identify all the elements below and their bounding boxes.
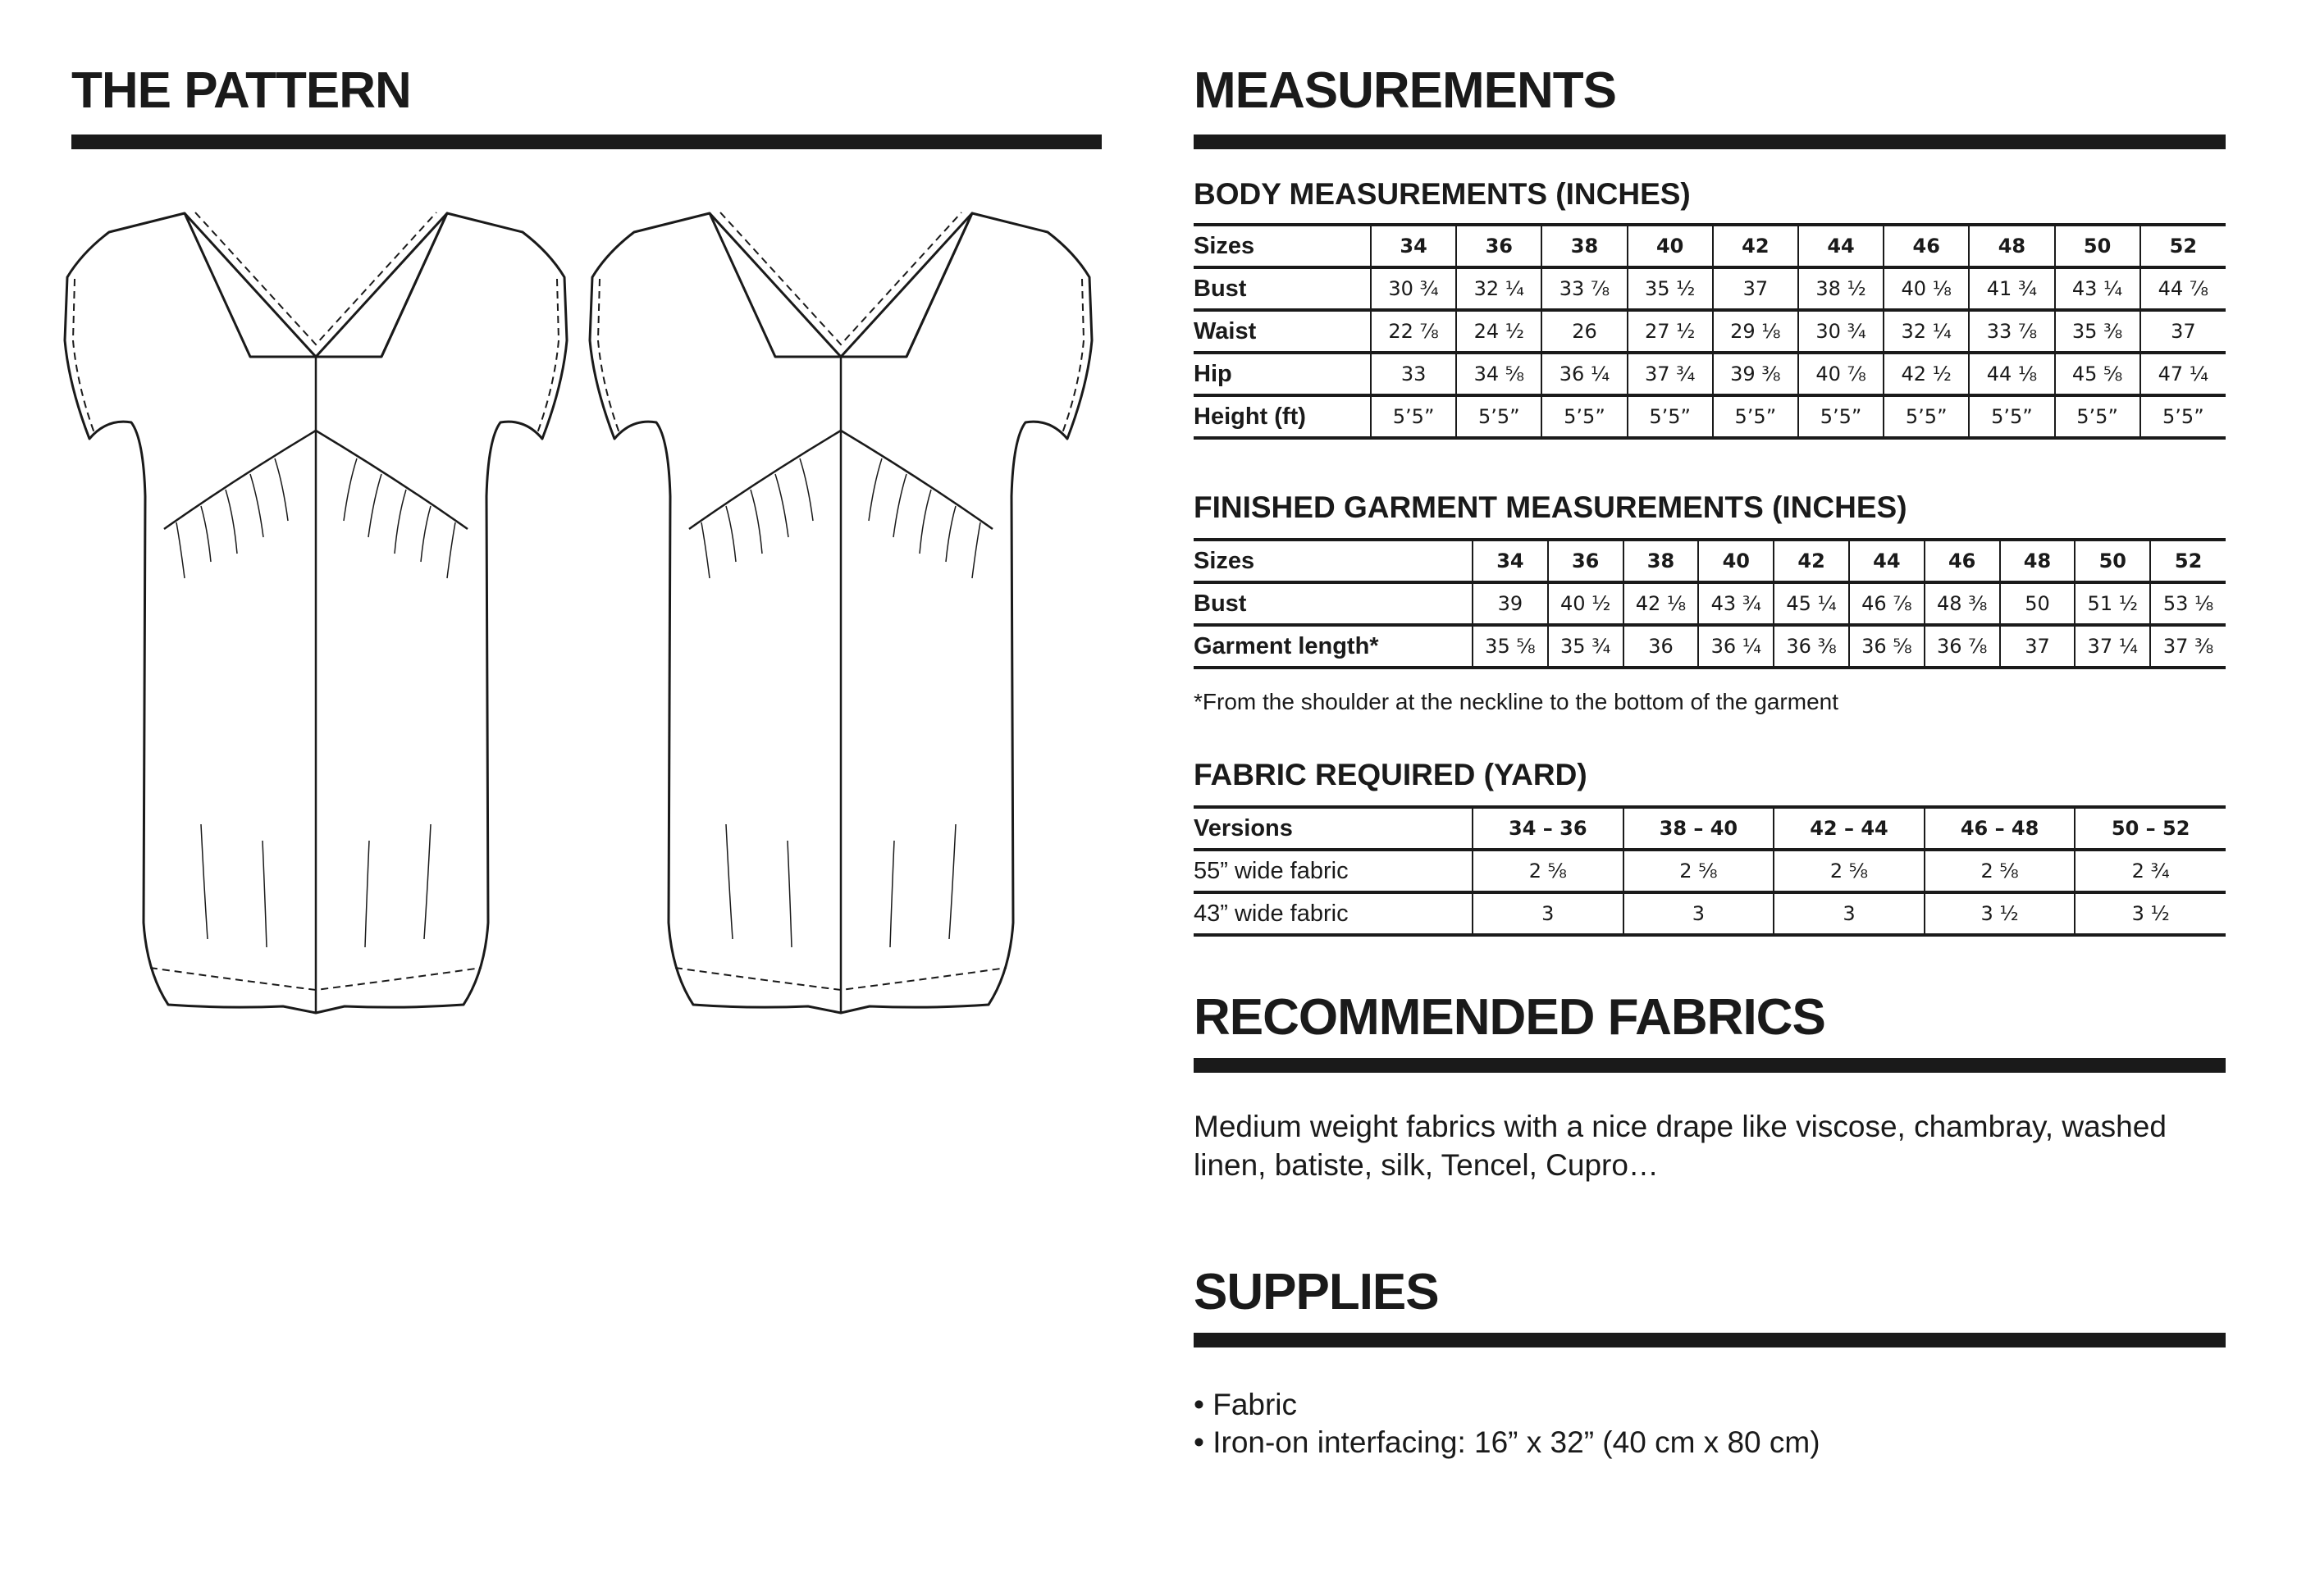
table-cell: 3 ½ [1925,892,2076,935]
table-cell: 42 ½ [1884,353,1969,395]
measurements-title-rule [1194,135,2226,149]
table-cell: 36 ⅞ [1925,625,2000,668]
dress-back-view [590,212,1092,1013]
table-cell: 44 [1798,225,1884,267]
table-row [1194,267,2226,310]
table-row [1194,850,2226,892]
table-cell: 50 [2055,225,2140,267]
table-cell: 34 [1371,225,1456,267]
recommended-fabrics-rule [1194,1058,2226,1073]
table-row [1194,892,2226,935]
table-cell: 2 ⅝ [1473,850,1623,892]
table-cell: Versions [1194,807,1473,850]
table-row [1194,353,2226,395]
table-cell: 2 ⅝ [1925,850,2076,892]
table-cell: 36 ⅜ [1774,625,1849,668]
finished-measurements-title: FINISHED GARMENT MEASUREMENTS (INCHES) [1194,490,1907,524]
table-cell: 46 – 48 [1925,807,2076,850]
table-cell: 37 ⅜ [2150,625,2226,668]
table-cell: 35 ½ [1628,267,1713,310]
table-cell: 36 ¼ [1698,625,1774,668]
table-cell: 37 ¾ [1628,353,1713,395]
table-cell: 2 ⅝ [1623,850,1774,892]
table-cell: 46 ⅞ [1849,582,1925,625]
recommended-fabrics-text: Medium weight fabrics with a nice drape like viscose, chambray, washed linen, batiste, silk, Tencel, Cupro… [1194,1110,2167,1182]
table-cell: 44 [1849,540,1925,582]
table-cell: Bust [1194,267,1371,310]
table-row [1194,225,2226,267]
table-cell: 38 – 40 [1623,807,1774,850]
dress-front-view [65,212,567,1013]
table-cell: 40 [1628,225,1713,267]
table-cell: 35 ⅝ [1473,625,1548,668]
table-cell: 2 ¾ [2075,850,2226,892]
table-cell: 43 ¼ [2055,267,2140,310]
table-cell: 38 ½ [1798,267,1884,310]
table-cell: 40 ½ [1548,582,1623,625]
measurements-title: MEASUREMENTS [1194,62,1617,119]
fabric-required-rows [1194,807,2226,935]
table-cell: 5’5” [1456,395,1541,438]
table-cell: 33 ⅞ [1541,267,1627,310]
supplies-list [1194,1386,1820,1461]
table-cell: 5’5” [1371,395,1456,438]
table-row [1194,310,2226,353]
table-cell: 38 [1541,225,1627,267]
table-cell: 40 ⅞ [1798,353,1884,395]
dress-technical-drawing [62,201,1112,1021]
table-cell: 5’5” [1628,395,1713,438]
table-row [1194,540,2226,582]
table-cell: 36 [1456,225,1541,267]
table-cell: 5’5” [2140,395,2226,438]
table-cell: 5’5” [2055,395,2140,438]
table-cell: 32 ¼ [1456,267,1541,310]
table-cell: 37 [2140,310,2226,353]
table-cell: Waist [1194,310,1371,353]
table-cell: 36 ¼ [1541,353,1627,395]
table-cell: 39 ⅜ [1713,353,1798,395]
table-cell: Garment length* [1194,625,1473,668]
pattern-title: THE PATTERN [71,62,411,119]
table-cell: Sizes [1194,540,1473,582]
table-row [1194,582,2226,625]
table-cell: 37 [1713,267,1798,310]
table-cell: Height (ft) [1194,395,1371,438]
table-cell: 2 ⅝ [1774,850,1925,892]
table-cell: 41 ¾ [1969,267,2054,310]
garment-length-footnote: *From the shoulder at the neckline to the bottom of the garment [1194,689,1838,714]
table-cell: Bust [1194,582,1473,625]
fabric-required-table [1194,805,2226,937]
table-cell: 3 [1473,892,1623,935]
recommended-fabrics-title: RECOMMENDED FABRICS [1194,989,1825,1046]
table-cell: 5’5” [1798,395,1884,438]
table-cell: 33 ⅞ [1969,310,2054,353]
table-cell: 42 ⅛ [1623,582,1699,625]
supplies-rule [1194,1333,2226,1347]
table-cell: 48 ⅜ [1925,582,2000,625]
table-cell: 37 ¼ [2075,625,2150,668]
table-cell: 42 – 44 [1774,807,1925,850]
table-cell: 50 – 52 [2075,807,2226,850]
supplies-title: SUPPLIES [1194,1264,1439,1320]
table-cell: 5’5” [1713,395,1798,438]
table-cell: 47 ¼ [2140,353,2226,395]
table-cell: 29 ⅛ [1713,310,1798,353]
table-cell: 3 [1774,892,1925,935]
table-cell: 55” wide fabric [1194,850,1473,892]
table-cell: 37 [2000,625,2076,668]
table-cell: 45 ¼ [1774,582,1849,625]
table-cell: 50 [2075,540,2150,582]
finished-measurements-table [1194,538,2226,669]
table-cell: 27 ½ [1628,310,1713,353]
table-cell: 50 [2000,582,2076,625]
table-cell: 46 [1884,225,1969,267]
pattern-title-rule [71,135,1102,149]
table-cell: 3 ½ [2075,892,2226,935]
table-cell: 32 ¼ [1884,310,1969,353]
table-cell: 39 [1473,582,1548,625]
finished-measurements-rows [1194,540,2226,668]
fabric-required-title: FABRIC REQUIRED (YARD) [1194,758,1587,791]
body-measurements-rows [1194,225,2226,438]
table-cell: 40 ⅛ [1884,267,1969,310]
table-cell: 52 [2140,225,2226,267]
table-cell: 44 ⅛ [1969,353,2054,395]
table-cell: 53 ⅛ [2150,582,2226,625]
table-cell: 48 [1969,225,2054,267]
table-cell: 3 [1623,892,1774,935]
list-item: • Iron-on interfacing: 16” x 32” (40 cm x 80 cm) [1194,1425,1820,1459]
table-cell: 5’5” [1884,395,1969,438]
table-cell: 33 [1371,353,1456,395]
table-cell: 36 ⅝ [1849,625,1925,668]
table-cell: 36 [1623,625,1699,668]
table-cell: 5’5” [1969,395,2054,438]
table-row [1194,395,2226,438]
table-cell: 34 – 36 [1473,807,1623,850]
table-cell: 42 [1713,225,1798,267]
table-cell: 26 [1541,310,1627,353]
table-cell: 35 ¾ [1548,625,1623,668]
table-cell: 30 ¾ [1371,267,1456,310]
table-cell: 36 [1548,540,1623,582]
table-cell: 22 ⅞ [1371,310,1456,353]
list-item: • Fabric [1194,1388,1298,1421]
table-cell: 40 [1698,540,1774,582]
table-cell: 42 [1774,540,1849,582]
body-measurements-table [1194,223,2226,440]
table-cell: 43” wide fabric [1194,892,1473,935]
table-cell: 44 ⅞ [2140,267,2226,310]
table-cell: 45 ⅝ [2055,353,2140,395]
table-cell: 35 ⅜ [2055,310,2140,353]
table-cell: 5’5” [1541,395,1627,438]
table-cell: 34 ⅝ [1456,353,1541,395]
table-cell: 51 ½ [2075,582,2150,625]
table-cell: 30 ¾ [1798,310,1884,353]
table-row [1194,625,2226,668]
table-cell: 24 ½ [1456,310,1541,353]
table-cell: 38 [1623,540,1699,582]
table-cell: Hip [1194,353,1371,395]
table-cell: Sizes [1194,225,1371,267]
table-cell: 48 [2000,540,2076,582]
table-cell: 46 [1925,540,2000,582]
table-cell: 52 [2150,540,2226,582]
table-cell: 43 ¾ [1698,582,1774,625]
table-row [1194,807,2226,850]
table-cell: 34 [1473,540,1548,582]
body-measurements-title: BODY MEASUREMENTS (INCHES) [1194,177,1691,211]
